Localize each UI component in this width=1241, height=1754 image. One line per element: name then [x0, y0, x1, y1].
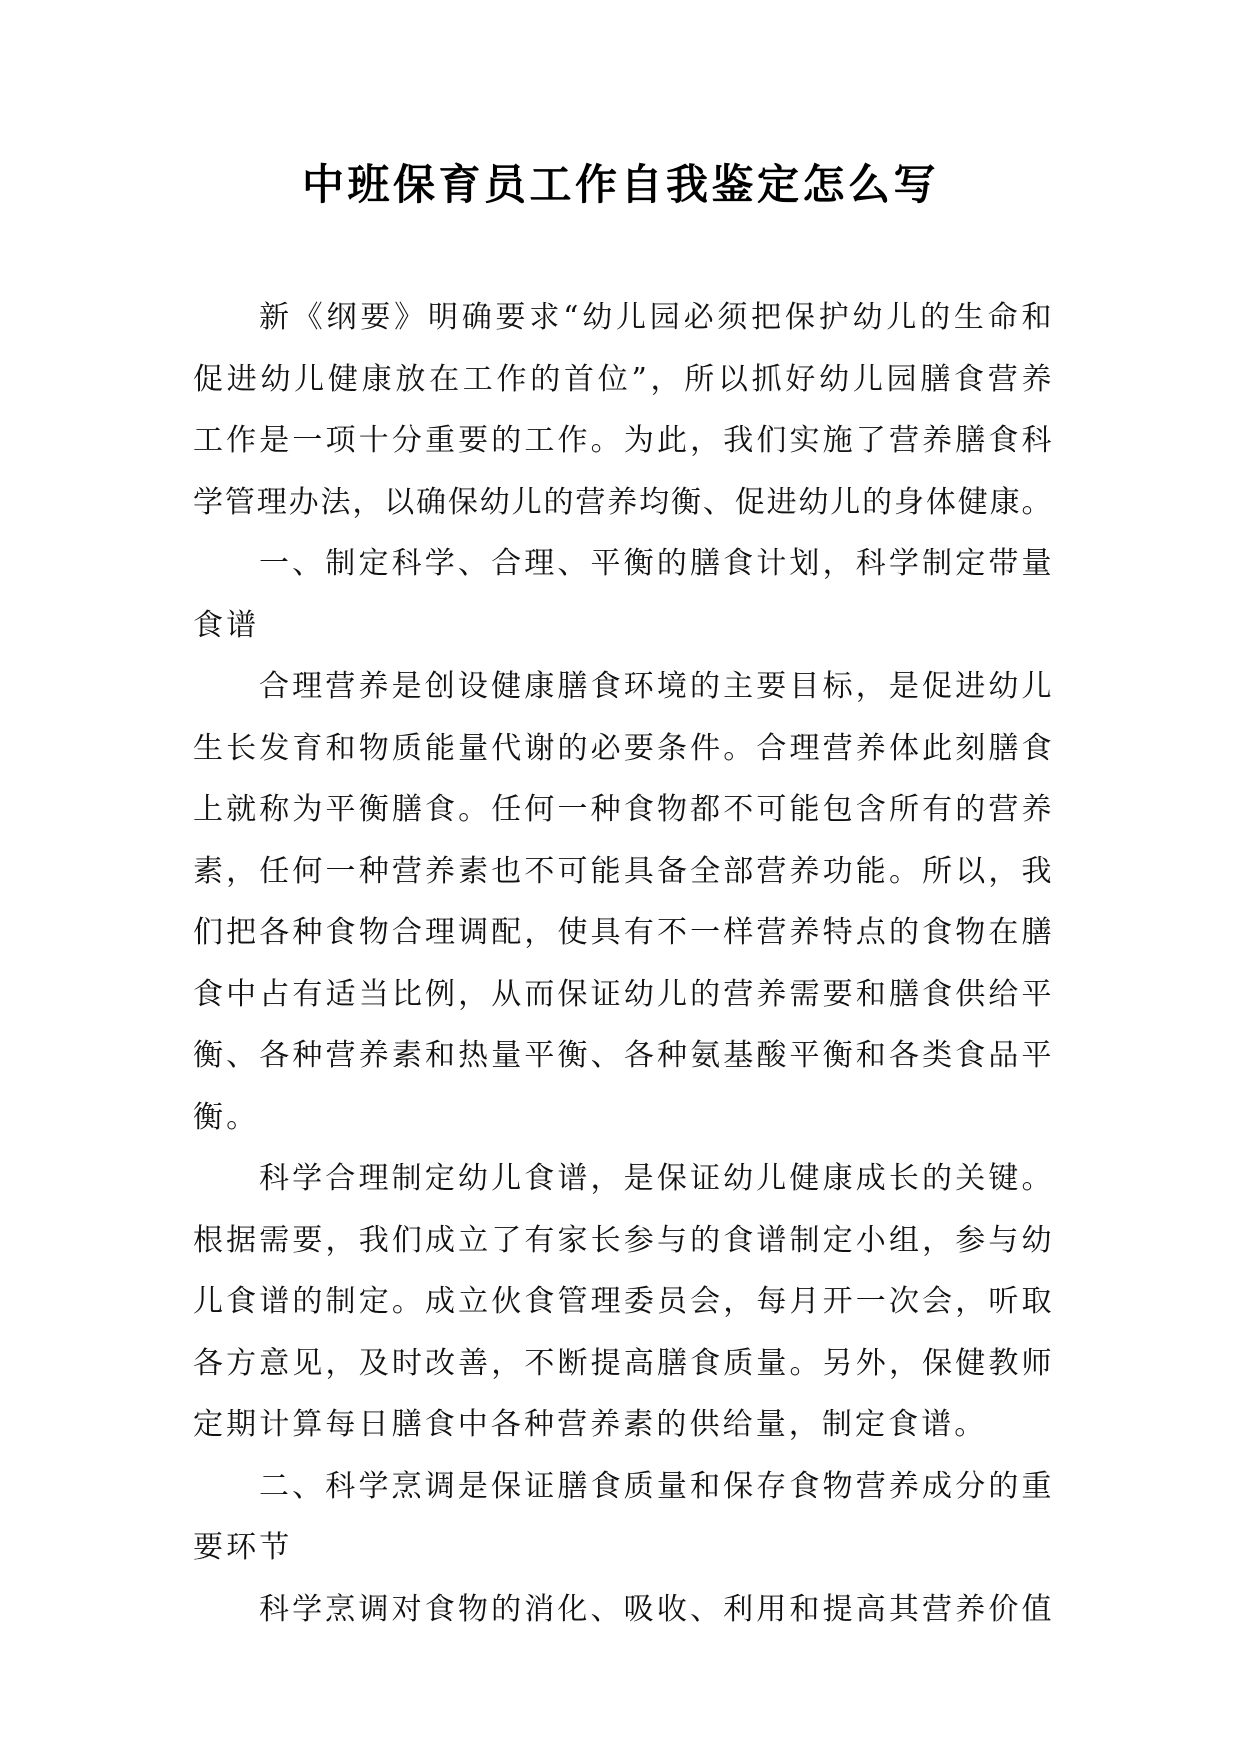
- heading-line: 二、科学烹调是保证膳食质量和保存食物营养成分的重: [259, 1468, 1053, 1504]
- paragraph-line: 食中占有适当比例，从而保证幼儿的营养需要和膳食供给平: [193, 976, 1053, 1012]
- heading-line: 食谱: [193, 607, 260, 643]
- section-heading-1: [193, 533, 1053, 656]
- paragraph-line: 衡。: [193, 1099, 260, 1135]
- paragraph-line: 们把各种食物合理调配，使具有不一样营养特点的食物在膳: [193, 915, 1053, 950]
- paragraph-line: 新《纲要》明确要求“幼儿园必须把保护幼儿的生命和: [259, 300, 1053, 335]
- paragraph-line: 促进幼儿健康放在工作的首位”，所以抓好幼儿园膳食营养: [193, 361, 1053, 397]
- paragraph-line: 上就称为平衡膳食。任何一种食物都不可能包含所有的营养: [193, 792, 1053, 827]
- paragraph-line: 根据需要，我们成立了有家长参与的食谱制定小组，参与幼: [193, 1222, 1053, 1258]
- heading-line: 一、制定科学、合理、平衡的膳食计划，科学制定带量: [259, 546, 1053, 581]
- section-heading-2: [193, 1456, 1053, 1579]
- paragraph-cooking: [193, 1579, 1053, 1641]
- paragraph-line: 定期计算每日膳食中各种营养素的供给量，制定食谱。: [193, 1407, 988, 1442]
- document-body: [193, 287, 1053, 1640]
- paragraph-line: 合理营养是创设健康膳食环境的主要目标，是促进幼儿: [259, 669, 1053, 704]
- paragraph-line: 科学烹调对食物的消化、吸收、利用和提高其营养价值: [259, 1591, 1053, 1627]
- paragraph-recipe: [193, 1148, 1053, 1456]
- document-title: 中班保育员工作自我鉴定怎么写: [301, 160, 939, 209]
- paragraph-line: 学管理办法，以确保幼儿的营养均衡、促进幼儿的身体健康。: [193, 484, 1053, 520]
- paragraph-line: 素，任何一种营养素也不可能具备全部营养功能。所以，我: [193, 853, 1053, 889]
- paragraph-line: 生长发育和物质能量代谢的必要条件。合理营养体此刻膳食: [193, 730, 1053, 766]
- paragraph-intro: [193, 287, 1053, 533]
- paragraph-line: 科学合理制定幼儿食谱，是保证幼儿健康成长的关键。: [259, 1161, 1053, 1196]
- paragraph-line: 衡、各种营养素和热量平衡、各种氨基酸平衡和各类食品平: [193, 1038, 1053, 1073]
- paragraph-line: 儿食谱的制定。成立伙食管理委员会，每月开一次会，听取: [193, 1284, 1053, 1319]
- heading-line: 要环节: [193, 1530, 293, 1565]
- paragraph-line: 工作是一项十分重要的工作。为此，我们实施了营养膳食科: [193, 423, 1053, 458]
- paragraph-nutrition: [193, 656, 1053, 1148]
- paragraph-line: 各方意见，及时改善，不断提高膳食质量。另外，保健教师: [193, 1345, 1053, 1381]
